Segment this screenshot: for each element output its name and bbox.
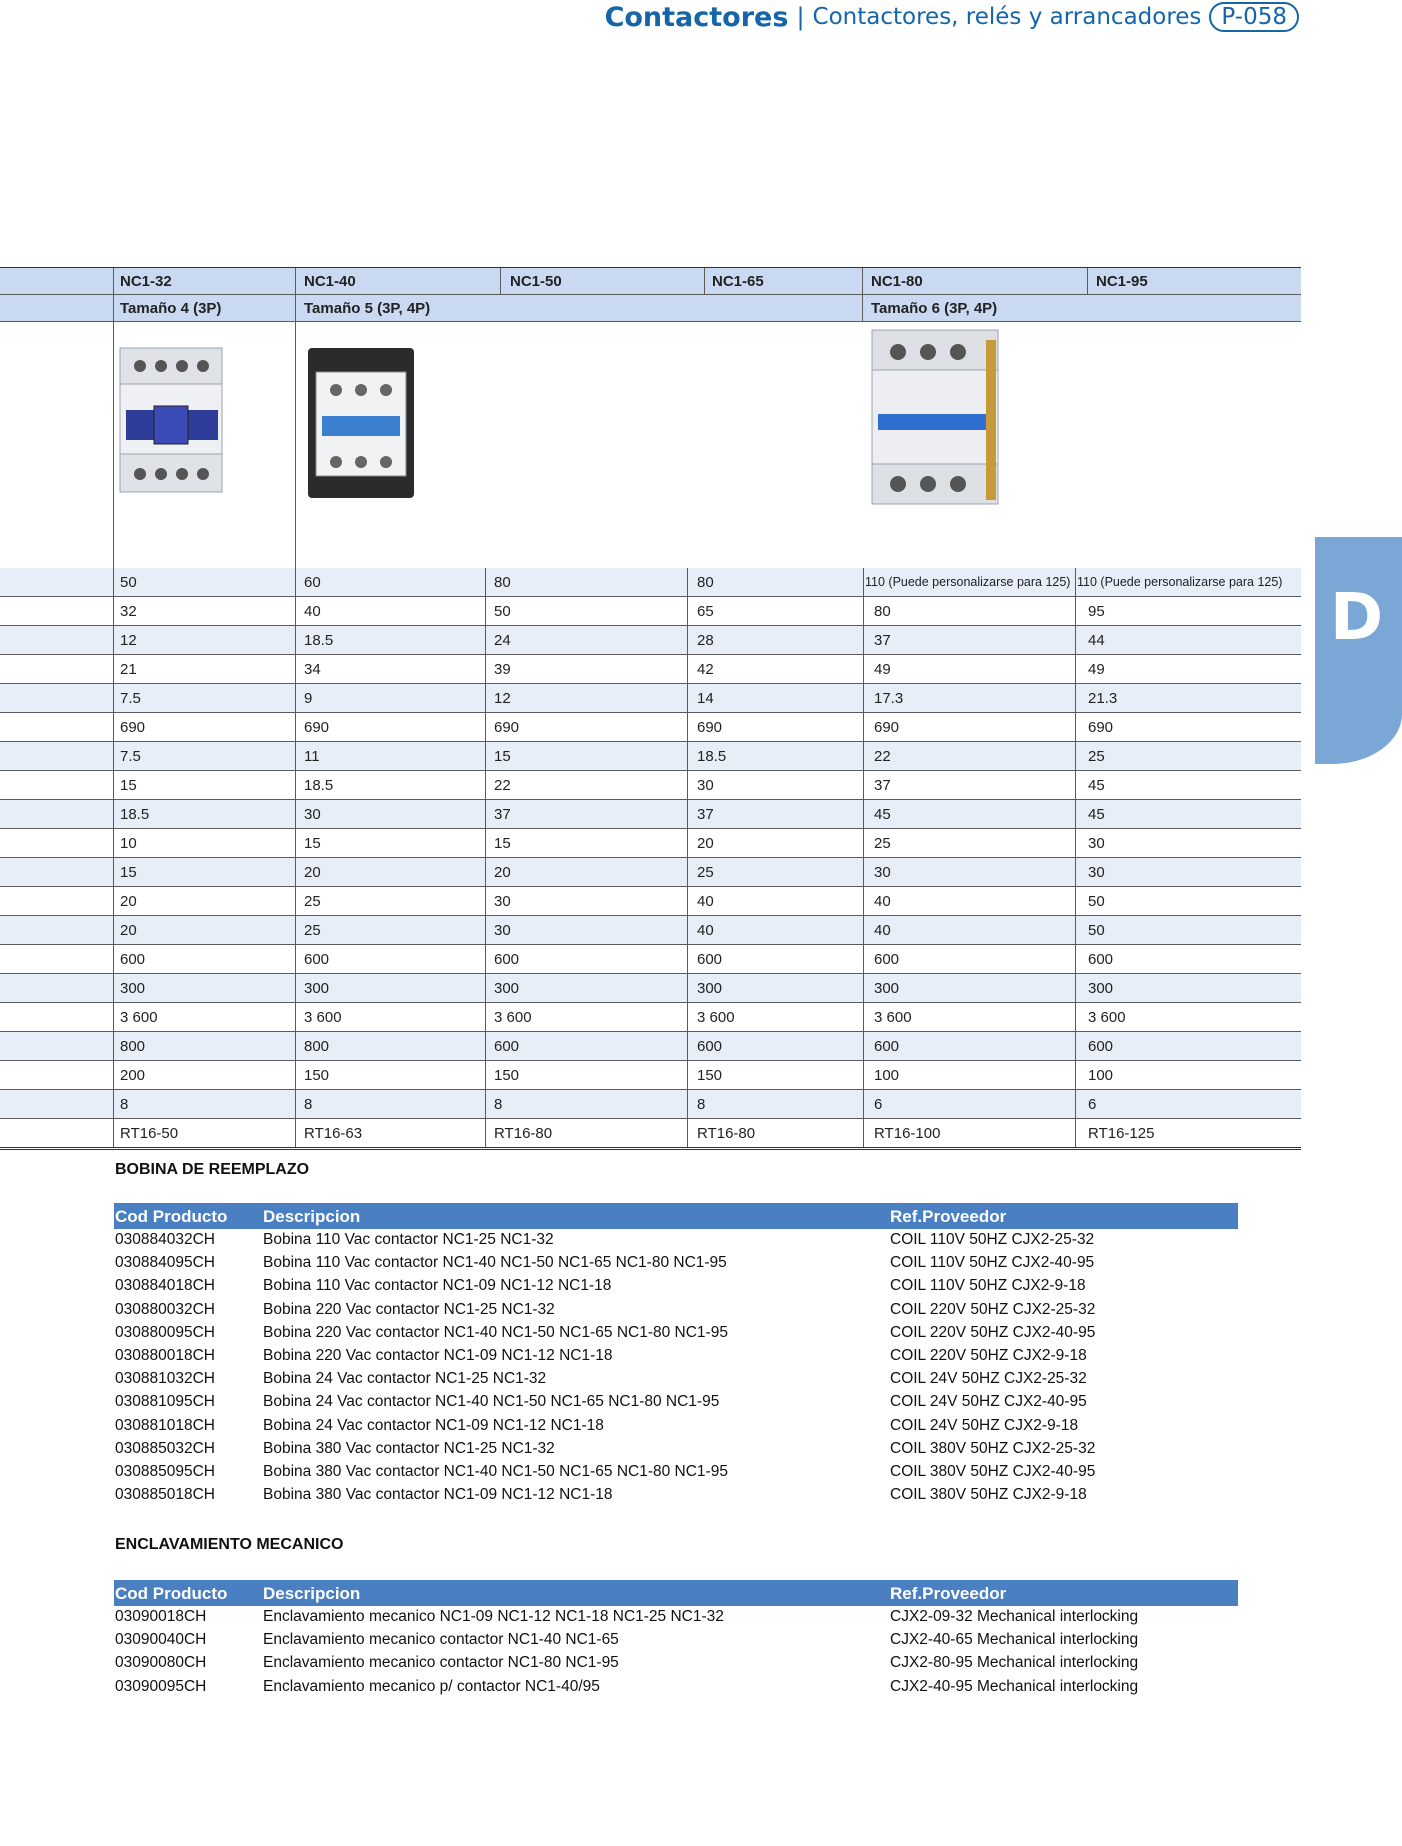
spec-cell: RT16-50 [120, 1125, 179, 1142]
spec-cell: 65 [697, 603, 714, 620]
spec-cell: 28 [697, 632, 714, 649]
spec-cell: 40 [697, 893, 714, 910]
spec-cell: 690 [874, 719, 900, 736]
spec-cell: 300 [874, 980, 900, 997]
product-code: 030880095CH [115, 1323, 215, 1341]
description: Bobina 110 Vac contactor NC1-40 NC1-50 NC1-65 NC1-80 NC1-95 [263, 1254, 727, 1272]
spec-cell: 6 [874, 1096, 883, 1113]
size-4: Tamaño 4 (3P) [120, 300, 222, 317]
enclavamiento-row [114, 1652, 1238, 1675]
spec-cell: 45 [874, 806, 891, 823]
spec-cell: 300 [304, 980, 330, 997]
product-code: 03090018CH [115, 1608, 207, 1625]
spec-cell: 200 [120, 1067, 146, 1084]
spec-cell: 25 [697, 864, 714, 881]
spec-row [0, 568, 1301, 597]
spec-cell: 24 [494, 632, 511, 649]
spec-cell: 600 [1088, 1038, 1114, 1055]
spec-cell: 3 600 [1088, 1009, 1126, 1026]
description: Enclavamiento mecanico p/ contactor NC1-40/95 [263, 1677, 600, 1695]
spec-cell: 150 [494, 1067, 520, 1084]
spec-cell: 3 600 [304, 1009, 342, 1026]
spec-cell: 600 [494, 951, 520, 968]
model-nc1-32: NC1-32 [120, 273, 172, 290]
supplier-ref: COIL 110V 50HZ CJX2-25-32 [890, 1231, 1095, 1248]
size-6: Tamaño 6 (3P, 4P) [871, 300, 998, 317]
description: Bobina 24 Vac contactor NC1-25 NC1-32 [263, 1370, 547, 1388]
spec-cell: 20 [120, 893, 137, 910]
spec-row [0, 742, 1301, 771]
spec-row [0, 858, 1301, 887]
spec-cell: 18.5 [304, 632, 334, 649]
spec-row [0, 800, 1301, 829]
spec-cell: RT16-80 [697, 1125, 756, 1142]
spec-row [0, 1061, 1301, 1090]
bobina-col-code: Cod Producto [115, 1207, 228, 1226]
spec-cell: 600 [874, 951, 900, 968]
bobina-table [114, 1203, 1238, 1507]
supplier-ref: CJX2-40-95 Mechanical interlocking [890, 1677, 1139, 1695]
spec-cell: 690 [697, 719, 723, 736]
bobina-row [114, 1252, 1238, 1275]
spec-cell: 9 [304, 690, 313, 707]
spec-cell: 600 [494, 1038, 520, 1055]
model-nc1-65: NC1-65 [712, 273, 764, 290]
spec-row [0, 597, 1301, 626]
spec-cell: 30 [494, 922, 511, 939]
spec-cell: 25 [874, 835, 891, 852]
supplier-ref: CJX2-40-65 Mechanical interlocking [890, 1631, 1139, 1649]
supplier-ref: CJX2-80-95 Mechanical interlocking [890, 1654, 1139, 1672]
description: Bobina 380 Vac contactor NC1-25 NC1-32 [263, 1439, 555, 1457]
spec-cell: 12 [120, 632, 137, 649]
description: Enclavamiento mecanico NC1-09 NC1-12 NC1-18 NC1-25 NC1-32 [263, 1608, 724, 1625]
model-nc1-40: NC1-40 [304, 273, 356, 290]
spec-table [0, 267, 1301, 1150]
model-nc1-95: NC1-95 [1096, 273, 1148, 290]
spec-cell: 110 (Puede personalizarse para 125) [865, 575, 1071, 589]
spec-cell: 45 [1088, 777, 1105, 794]
spec-cell: 110 (Puede personalizarse para 125) [1077, 575, 1283, 589]
spec-cell: 20 [494, 864, 511, 881]
spec-cell: 8 [697, 1096, 706, 1113]
bobina-title: BOBINA DE REEMPLAZO [115, 1161, 310, 1178]
model-nc1-50: NC1-50 [510, 273, 562, 290]
spec-cell: RT16-100 [874, 1125, 941, 1142]
spec-cell: 150 [697, 1067, 723, 1084]
product-code: 030881018CH [115, 1416, 215, 1434]
spec-cell: 20 [120, 922, 137, 939]
description: Bobina 110 Vac contactor NC1-25 NC1-32 [263, 1231, 554, 1248]
spec-cell: 11 [304, 748, 320, 765]
spec-cell: 25 [304, 893, 321, 910]
spec-cell: 18.5 [120, 806, 150, 823]
bobina-row [114, 1438, 1238, 1461]
spec-cell: 95 [1088, 603, 1105, 620]
supplier-ref: COIL 24V 50HZ CJX2-40-95 [890, 1393, 1087, 1411]
spec-row [0, 684, 1301, 713]
spec-cell: 7.5 [120, 690, 141, 707]
spec-cell: 49 [874, 661, 891, 678]
spec-row [0, 916, 1301, 945]
enclavamiento-header-row [114, 1580, 1238, 1606]
page-header [605, 0, 1299, 34]
spec-row [0, 887, 1301, 916]
page-title: Contactores [604, 1, 789, 33]
description: Bobina 110 Vac contactor NC1-09 NC1-12 NC1-18 [263, 1277, 612, 1295]
spec-cell: 10 [120, 835, 137, 852]
enclavamiento-col-code: Cod Producto [115, 1584, 228, 1603]
spec-cell: 600 [120, 951, 146, 968]
spec-cell: 25 [1088, 748, 1105, 765]
spec-cell: 44 [1088, 632, 1105, 649]
spec-cell: 6 [1088, 1096, 1097, 1113]
spec-cell: 32 [120, 603, 137, 620]
bobina-col-desc: Descripcion [263, 1207, 361, 1226]
spec-cell: 690 [494, 719, 520, 736]
spec-row [0, 1032, 1301, 1061]
spec-cell: RT16-125 [1088, 1125, 1155, 1142]
description: Bobina 220 Vac contactor NC1-09 NC1-12 NC1-18 [263, 1346, 613, 1364]
description: Bobina 24 Vac contactor NC1-40 NC1-50 NC1-65 NC1-80 NC1-95 [263, 1393, 720, 1411]
spec-cell: 50 [1088, 922, 1105, 939]
spec-cell: 22 [874, 748, 891, 765]
spec-cell: 12 [494, 690, 511, 707]
spec-cell: 30 [874, 864, 891, 881]
enclavamiento-col-desc: Descripcion [263, 1584, 361, 1603]
supplier-ref: COIL 380V 50HZ CJX2-40-95 [890, 1462, 1096, 1480]
spec-row [0, 974, 1301, 1003]
bobina-row [114, 1229, 1238, 1252]
product-code: 030881095CH [115, 1393, 215, 1411]
spec-cell: 7.5 [120, 748, 141, 765]
spec-row [0, 829, 1301, 858]
spec-cell: 800 [304, 1038, 330, 1055]
spec-cell: 15 [494, 835, 511, 852]
spec-cell: 8 [494, 1096, 503, 1113]
description: Bobina 220 Vac contactor NC1-25 NC1-32 [263, 1300, 555, 1318]
spec-cell: 15 [304, 835, 321, 852]
spec-cell: 40 [697, 922, 714, 939]
spec-cell: 600 [1088, 951, 1114, 968]
spec-cell: 18.5 [697, 748, 727, 765]
spec-cell: 45 [1088, 806, 1105, 823]
spec-row [0, 713, 1301, 742]
spec-cell: 100 [1088, 1067, 1114, 1084]
bobina-row [114, 1461, 1238, 1484]
product-image-row [0, 322, 1301, 568]
model-nc1-80: NC1-80 [871, 273, 923, 290]
bobina-row [114, 1415, 1238, 1438]
enclavamiento-title: ENCLAVAMIENTO MECANICO [115, 1536, 344, 1553]
spec-cell: 20 [697, 835, 714, 852]
enclavamiento-row [114, 1606, 1238, 1629]
spec-row [0, 771, 1301, 800]
spec-cell: 800 [120, 1038, 146, 1055]
description: Bobina 220 Vac contactor NC1-40 NC1-50 NC1-65 NC1-80 NC1-95 [263, 1323, 728, 1341]
product-code: 030884032CH [115, 1231, 215, 1248]
description: Bobina 380 Vac contactor NC1-09 NC1-12 NC1-18 [263, 1486, 613, 1504]
bobina-row [114, 1368, 1238, 1391]
description: Bobina 24 Vac contactor NC1-09 NC1-12 NC1-18 [263, 1416, 604, 1434]
product-code: 030881032CH [115, 1370, 215, 1388]
page-subtitle: Contactores, relés y arrancadores [812, 4, 1202, 30]
page-code-badge: P-058 [1209, 2, 1299, 32]
spec-cell: 3 600 [494, 1009, 532, 1026]
spec-cell: 300 [494, 980, 520, 997]
size-5: Tamaño 5 (3P, 4P) [304, 300, 431, 317]
spec-cell: 50 [1088, 893, 1105, 910]
supplier-ref: COIL 220V 50HZ CJX2-40-95 [890, 1323, 1096, 1341]
bobina-row [114, 1299, 1238, 1322]
product-code: 030880032CH [115, 1300, 215, 1318]
spec-cell: 22 [494, 777, 511, 794]
bobina-row [114, 1345, 1238, 1368]
product-code: 030880018CH [115, 1346, 215, 1364]
supplier-ref: COIL 24V 50HZ CJX2-25-32 [890, 1370, 1087, 1388]
spec-cell: 50 [120, 574, 137, 591]
spec-cell: 690 [304, 719, 330, 736]
enclavamiento-col-ref: Ref.Proveedor [890, 1584, 1007, 1603]
spec-cell: 37 [697, 806, 714, 823]
enclavamiento-table [114, 1580, 1238, 1699]
spec-cell: 30 [1088, 864, 1105, 881]
model-header-row [0, 267, 1301, 295]
spec-cell: 20 [304, 864, 321, 881]
supplier-ref: COIL 110V 50HZ CJX2-9-18 [890, 1277, 1086, 1295]
spec-row [0, 655, 1301, 684]
supplier-ref: COIL 380V 50HZ CJX2-25-32 [890, 1439, 1096, 1457]
spec-cell: 300 [120, 980, 146, 997]
supplier-ref: COIL 380V 50HZ CJX2-9-18 [890, 1486, 1087, 1504]
spec-cell: 39 [494, 661, 511, 678]
spec-row [0, 626, 1301, 655]
spec-cell: 25 [304, 922, 321, 939]
enclavamiento-row [114, 1676, 1238, 1699]
contactor-nc1-80-95-image [870, 328, 1000, 506]
spec-cell: 300 [697, 980, 723, 997]
bobina-header-row [114, 1203, 1238, 1229]
section-tab-letter: D [1330, 581, 1384, 655]
enclavamiento-row [114, 1629, 1238, 1652]
spec-cell: 42 [697, 661, 714, 678]
product-code: 030885032CH [115, 1439, 215, 1457]
spec-cell: 37 [874, 632, 891, 649]
supplier-ref: COIL 220V 50HZ CJX2-25-32 [890, 1300, 1096, 1318]
spec-cell: 8 [304, 1096, 313, 1113]
supplier-ref: CJX2-09-32 Mechanical interlocking [890, 1608, 1139, 1625]
spec-cell: 49 [1088, 661, 1105, 678]
spec-cell: 15 [120, 864, 137, 881]
description: Bobina 380 Vac contactor NC1-40 NC1-50 NC1-65 NC1-80 NC1-95 [263, 1462, 728, 1480]
bobina-row [114, 1484, 1238, 1507]
contactor-nc1-40-65-image [306, 346, 416, 500]
bobina-col-ref: Ref.Proveedor [890, 1207, 1007, 1226]
spec-cell: 21 [120, 661, 137, 678]
spec-cell: 30 [697, 777, 714, 794]
spec-cell: 15 [120, 777, 137, 794]
spec-cell: 600 [697, 951, 723, 968]
spec-cell: 17.3 [874, 690, 904, 707]
size-header-row [0, 295, 1301, 322]
spec-cell: 14 [697, 690, 714, 707]
spec-cell: 600 [874, 1038, 900, 1055]
spec-cell: 34 [304, 661, 321, 678]
spec-cell: RT16-63 [304, 1125, 363, 1142]
product-code: 030885095CH [115, 1462, 215, 1480]
spec-cell: 3 600 [120, 1009, 158, 1026]
spec-cell: 3 600 [874, 1009, 912, 1026]
product-code: 03090080CH [115, 1654, 207, 1672]
spec-cell: 80 [494, 574, 511, 591]
spec-cell: 300 [1088, 980, 1114, 997]
spec-cell: 100 [874, 1067, 900, 1084]
supplier-ref: COIL 24V 50HZ CJX2-9-18 [890, 1416, 1079, 1434]
spec-cell: 80 [874, 603, 891, 620]
spec-row [0, 1090, 1301, 1119]
spec-cell: 600 [697, 1038, 723, 1055]
product-code: 030885018CH [115, 1486, 215, 1504]
spec-cell: 150 [304, 1067, 330, 1084]
header-separator: | [796, 3, 805, 31]
spec-cell: RT16-80 [494, 1125, 553, 1142]
spec-cell: 15 [494, 748, 511, 765]
supplier-ref: COIL 220V 50HZ CJX2-9-18 [890, 1346, 1087, 1364]
spec-cell: 40 [304, 603, 321, 620]
description: Enclavamiento mecanico contactor NC1-40 NC1-65 [263, 1631, 619, 1649]
spec-cell: 37 [874, 777, 891, 794]
spec-row [0, 1119, 1301, 1150]
section-tab [1315, 537, 1402, 764]
spec-cell: 600 [304, 951, 330, 968]
spec-cell: 80 [697, 574, 714, 591]
spec-row [0, 1003, 1301, 1032]
supplier-ref: COIL 110V 50HZ CJX2-40-95 [890, 1254, 1095, 1272]
spec-row [0, 945, 1301, 974]
spec-cell: 21.3 [1088, 690, 1118, 707]
spec-cell: 30 [494, 893, 511, 910]
spec-cell: 30 [1088, 835, 1105, 852]
spec-cell: 30 [304, 806, 321, 823]
product-code: 030884095CH [115, 1254, 215, 1272]
bobina-row [114, 1275, 1238, 1298]
spec-cell: 8 [120, 1096, 129, 1113]
product-code: 030884018CH [115, 1277, 215, 1295]
spec-cell: 690 [1088, 719, 1114, 736]
spec-cell: 37 [494, 806, 511, 823]
product-code: 03090095CH [115, 1677, 207, 1695]
spec-cell: 40 [874, 922, 891, 939]
bobina-row [114, 1391, 1238, 1414]
bobina-row [114, 1322, 1238, 1345]
description: Enclavamiento mecanico contactor NC1-80 NC1-95 [263, 1654, 619, 1672]
spec-cell: 18.5 [304, 777, 334, 794]
spec-cell: 50 [494, 603, 511, 620]
contactor-nc1-32-image [118, 346, 224, 494]
spec-cell: 60 [304, 574, 321, 591]
product-code: 03090040CH [115, 1631, 207, 1649]
spec-cell: 690 [120, 719, 146, 736]
spec-cell: 40 [874, 893, 891, 910]
spec-cell: 3 600 [697, 1009, 735, 1026]
